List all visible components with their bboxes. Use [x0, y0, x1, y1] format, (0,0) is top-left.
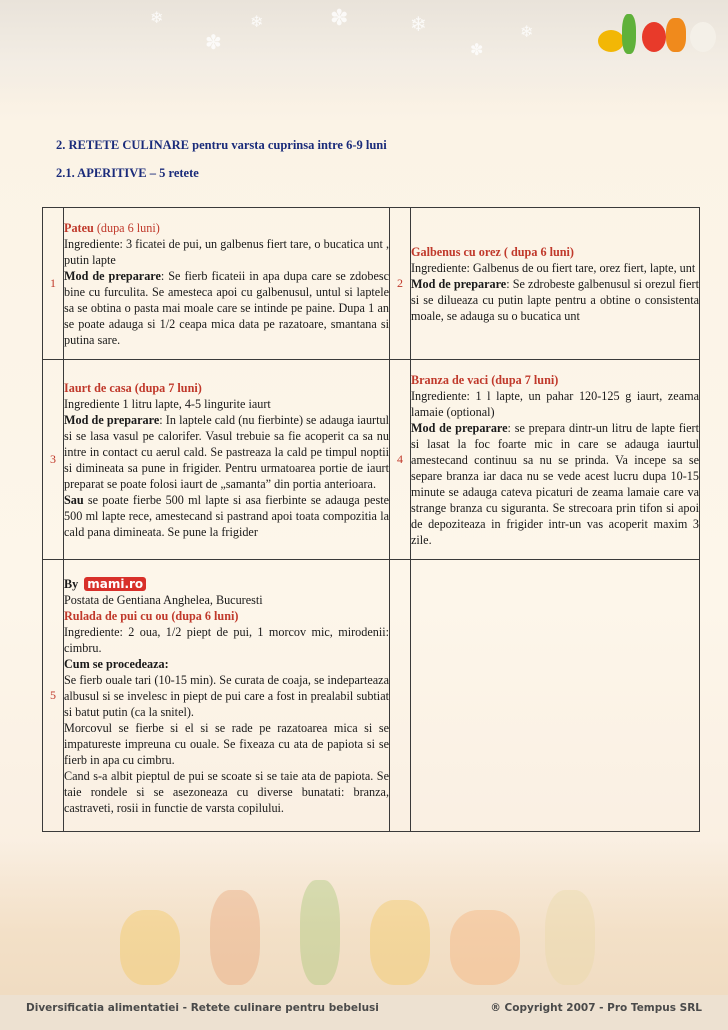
empty-recipe-cell — [411, 560, 700, 832]
footer-copyright: ® Copyright 2007 - Pro Tempus SRL — [490, 1002, 702, 1014]
recipe-age: (dupa 6 luni) — [93, 220, 160, 235]
mami-ro-logo: mami.ro — [84, 577, 146, 591]
recipe-alternative — [64, 492, 389, 540]
recipe-method — [64, 412, 389, 492]
decorative-footer-band — [0, 840, 728, 995]
recipe-number: 1 — [43, 208, 64, 360]
recipes-table — [42, 207, 700, 832]
table-row — [43, 360, 700, 560]
table-row — [43, 208, 700, 360]
method-label: Mod de preparare — [411, 276, 507, 291]
recipe-cell — [411, 208, 700, 360]
vegetable-icon — [598, 30, 624, 52]
vegetable-icon — [300, 880, 340, 985]
recipe-cell — [64, 208, 390, 360]
method-text: : se prepara dintr-un litru de lapte fiert si lasat la foc foarte mic in care se adauga iaurtul amestecand continuu sa nu se prinda. Va incepe sa se separe branza iar daca nu se vede acest lucru dupa 10-15 minute se adauga cateva picaturi de zeama lamaie care va strange branza cu siguranta. Se strecoara prin tifon si apoi de depoziteaza in frigider intr-un vas acoperit maxim 3 zile. — [411, 420, 699, 547]
vegetable-icon — [690, 22, 716, 52]
recipe-step: Morcovul se fierbe si el si se rade pe razatoarea mica si se impatureste impreuna cu ouale. Se fixeaza cu ata de papiota si se fierb in apa cu cimbru. — [64, 720, 389, 767]
method-text: : In laptele cald (nu fierbinte) se adauga iaurtul si se lasa vasul pe calorifer. Vasul trebuie sa fie acoperit ca sa nu intre in contact cu aerul cald. Se pastreaza la cald pe timpul noptii si dimineata sa pune in frigider. Pentru urmatoarea portie de iaurt preparat se poate folosi iaurt de „samanta” din portia anterioara. — [64, 412, 389, 491]
recipe-number: 5 — [43, 560, 64, 832]
method-text: : Se fierb ficateii in apa dupa care se zdobesc bine cu furculita. Se amesteca apoi cu galbenusul, untul si laptele sa se obtina o pasta mai moale care se intinde pe paine. Dupa 1 an se poate adauga si 1/2 ceapa mica data pe razatoare, smantana si putina sare. — [64, 268, 390, 347]
table-row — [43, 560, 700, 832]
recipe-number: 3 — [43, 360, 64, 560]
method-label: Cum se procedeaza: — [64, 656, 169, 671]
recipe-cell — [411, 360, 700, 560]
recipe-cell — [64, 360, 390, 560]
recipe-title-line — [64, 220, 389, 236]
recipe-method — [411, 276, 699, 324]
posted-by: Postata de Gentiana Anghelea, Bucuresti — [64, 592, 263, 607]
recipe-method — [64, 268, 389, 348]
recipe-ingredients: Ingrediente 1 litru lapte, 4-5 lingurite iaurt — [64, 396, 271, 411]
vegetable-icon — [545, 890, 595, 985]
alternative-text: se poate fierbe 500 ml lapte si asa fierbinte se adauga peste 500 ml lapte rece, amestecand si pastrand apoi toata compozitia la cald pana dimineata. Se pune la frigider — [64, 492, 389, 539]
snowflake-icon: ❄ — [410, 14, 427, 36]
method-text: : Se zdrobeste galbenusul si orezul fiert si se dilueaza cu putin lapte pentru a obtine o consistenta moale, se adauga su o bucatica unt — [411, 276, 699, 323]
snowflake-icon: ❄ — [520, 24, 534, 41]
recipe-method — [411, 420, 699, 548]
snowflake-icon: ❄ — [150, 10, 164, 27]
snowflake-icon: ❄ — [250, 14, 264, 31]
vegetable-icon — [120, 910, 180, 985]
recipe-ingredients: Ingrediente: 3 ficatei de pui, un galbenus fiert tare, o bucatica unt , putin lapte — [64, 236, 389, 267]
vegetable-icon — [622, 14, 636, 54]
empty-number-cell — [390, 560, 411, 832]
snowflake-icon: ✽ — [330, 5, 349, 30]
recipe-title: Pateu — [64, 220, 94, 235]
vegetable-icon — [450, 910, 520, 985]
vegetable-icon — [210, 890, 260, 985]
vegetable-icon — [666, 18, 686, 52]
snowflake-icon: ✽ — [205, 32, 222, 54]
vegetable-icon — [370, 900, 430, 985]
recipe-title: Galbenus cu orez ( dupa 6 luni) — [411, 244, 574, 259]
recipe-number: 4 — [390, 360, 411, 560]
recipe-ingredients: Ingrediente: 2 oua, 1/2 piept de pui, 1 morcov mic, mirodenii: cimbru. — [64, 624, 389, 655]
method-label: Mod de preparare — [411, 420, 508, 435]
vegetable-icon — [642, 22, 666, 52]
recipe-step: Se fierb ouale tari (10-15 min). Se curata de coaja, se indeparteaza albusul si se invelesc in piept de pui care a fost in prealabil subtiat si batut putin (ca la snitel). — [64, 672, 389, 719]
decorative-header-band — [0, 0, 728, 105]
snowflake-icon: ✽ — [470, 42, 484, 59]
recipe-step: Cand s-a albit pieptul de pui se scoate si se taie ata de papiota. Se taie rondele si se asezoneaza cu diverse bunatati: branza, castraveti, rosii in functie de varsta copilului. — [64, 768, 389, 815]
recipe-number: 2 — [390, 208, 411, 360]
section-heading: 2. RETETE CULINARE pentru varsta cuprinsa intre 6-9 luni — [56, 138, 387, 152]
by-label: By — [64, 576, 79, 591]
method-label: Mod de preparare — [64, 268, 161, 283]
recipe-ingredients: Ingrediente: Galbenus de ou fiert tare, orez fiert, lapte, unt — [411, 260, 696, 275]
method-label: Mod de preparare — [64, 412, 160, 427]
alternative-label: Sau — [64, 492, 84, 507]
footer-title: Diversificatia alimentatiei - Retete culinare pentru bebelusi — [26, 1002, 379, 1014]
recipe-cell — [64, 560, 390, 832]
recipe-ingredients: Ingrediente: 1 l lapte, un pahar 120-125 g iaurt, zeama lamaie (optional) — [411, 388, 699, 419]
byline — [64, 576, 389, 592]
recipe-title: Branza de vaci (dupa 7 luni) — [411, 372, 559, 387]
recipe-title: Rulada de pui cu ou (dupa 6 luni) — [64, 608, 239, 623]
subsection-heading: 2.1. APERITIVE – 5 retete — [56, 166, 199, 180]
recipe-title: Iaurt de casa (dupa 7 luni) — [64, 380, 202, 395]
